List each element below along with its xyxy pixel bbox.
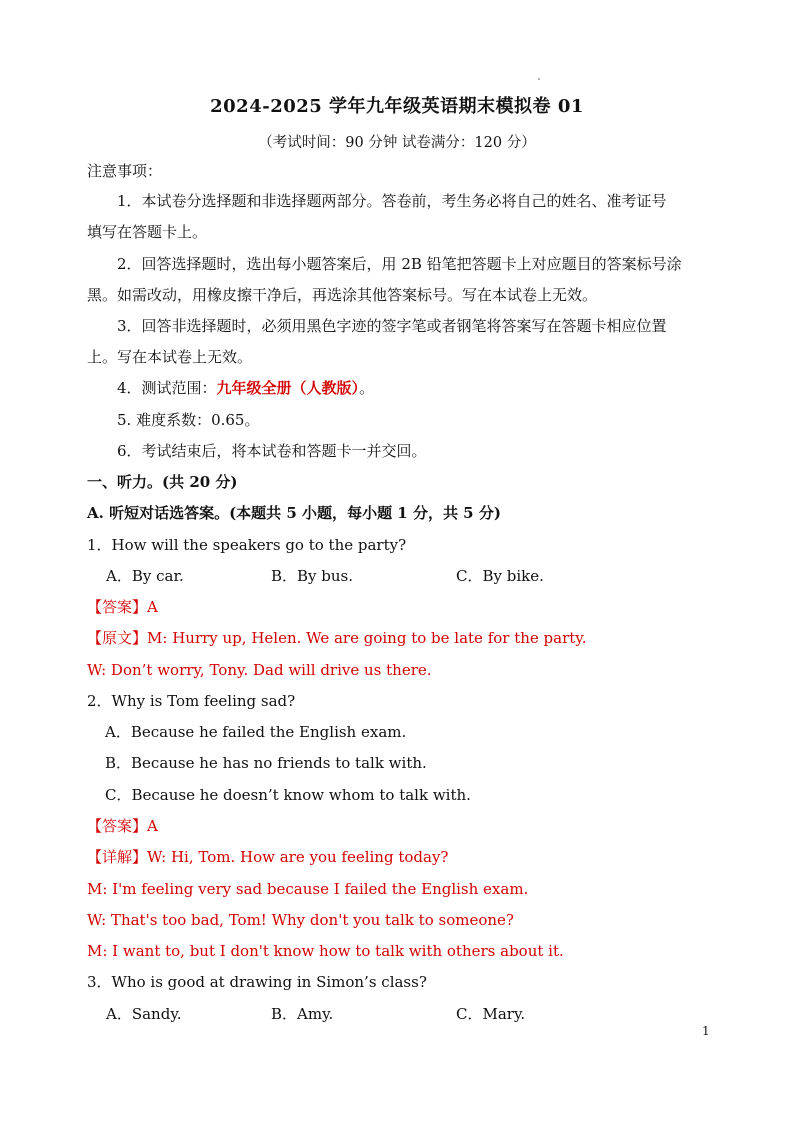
section-heading: 一、听力。(共 20 分) xyxy=(87,473,238,491)
q2-answer: 【答案】A xyxy=(87,817,158,835)
page-number: 1 xyxy=(702,1024,710,1038)
q3-option-b: B．Amy. xyxy=(271,1005,334,1023)
q1-stem: 1．How will the speakers go to the party? xyxy=(87,536,407,554)
note-3-line-1: 3．回答非选择题时，必须用黑色字迹的签字笔或者钢笔将答案写在答题卡相应位置 xyxy=(117,317,667,335)
note-4 xyxy=(117,378,374,398)
q1-answer: 【答案】A xyxy=(87,598,158,616)
q3-stem: 3．Who is good at drawing in Simon’s class? xyxy=(87,973,427,991)
part-a-heading: A. 听短对话选答案。(本题共 5 小题，每小题 1 分，共 5 分) xyxy=(87,504,501,522)
q2-option-a: A．Because he failed the English exam. xyxy=(105,723,407,741)
q1-option-b: B．By bus. xyxy=(271,567,354,585)
note-4-suffix: 。 xyxy=(359,379,375,397)
note-6: 6．考试结束后，将本试卷和答题卡一并交回。 xyxy=(117,442,427,460)
q2-explain-line-2: M: I'm feeling very sad because I failed the English exam. xyxy=(87,880,529,898)
q2-option-c: C．Because he doesn’t know whom to talk with. xyxy=(105,786,471,804)
q1-transcript-line-1 xyxy=(87,628,587,648)
q2-explain-tag: 【详解】 xyxy=(87,848,148,866)
q2-explain-text: W: Hi, Tom. How are you feeling today? xyxy=(147,848,449,866)
q2-option-b: B．Because he has no friends to talk with. xyxy=(105,754,427,772)
note-4-prefix: 4．测试范围： xyxy=(117,379,217,397)
q3-option-a: A．Sandy. xyxy=(106,1005,182,1023)
q3-option-c: C．Mary. xyxy=(456,1005,526,1023)
q1-transcript-line-2: W: Don’t worry, Tony. Dad will drive us there. xyxy=(87,661,432,679)
q1-option-c: C．By bike. xyxy=(456,567,544,585)
test-scope: 九年级全册（人教版） xyxy=(216,379,360,397)
q2-explain-line-3: W: That's too bad, Tom! Why don't you talk to someone? xyxy=(87,911,514,929)
q1-option-a: A．By car. xyxy=(106,567,184,585)
exam-title: 2024-2025 学年九年级英语期末模拟卷 01 xyxy=(210,96,584,117)
note-1-line-1: 1．本试卷分选择题和非选择题两部分。答卷前，考生务必将自己的姓名、准考证号 xyxy=(117,192,667,210)
q1-transcript-tag: 【原文】 xyxy=(87,629,148,647)
notes-heading: 注意事项： xyxy=(87,162,163,180)
note-1-line-2: 填写在答题卡上。 xyxy=(87,223,208,241)
q2-explain-line-4: M: I want to, but I don't know how to talk with others about it. xyxy=(87,942,564,960)
note-2-line-1: 2．回答选择题时，选出每小题答案后，用 2B 铅笔把答题卡上对应题目的答案标号涂 xyxy=(117,255,682,273)
exam-subtitle: （考试时间：90 分钟 试卷满分：120 分） xyxy=(258,135,536,151)
q1-transcript-text: M: Hurry up, Helen. We are going to be late for the party. xyxy=(147,629,587,647)
note-2-line-2: 黑。如需改动，用橡皮擦干净后，再选涂其他答案标号。写在本试卷上无效。 xyxy=(87,286,598,304)
q2-explain-line-1 xyxy=(87,847,448,867)
note-3-line-2: 上。写在本试卷上无效。 xyxy=(87,348,253,366)
note-5: 5. 难度系数：0.65。 xyxy=(117,411,260,429)
decorative-dot xyxy=(538,78,540,80)
q2-stem: 2．Why is Tom feeling sad? xyxy=(87,692,296,710)
